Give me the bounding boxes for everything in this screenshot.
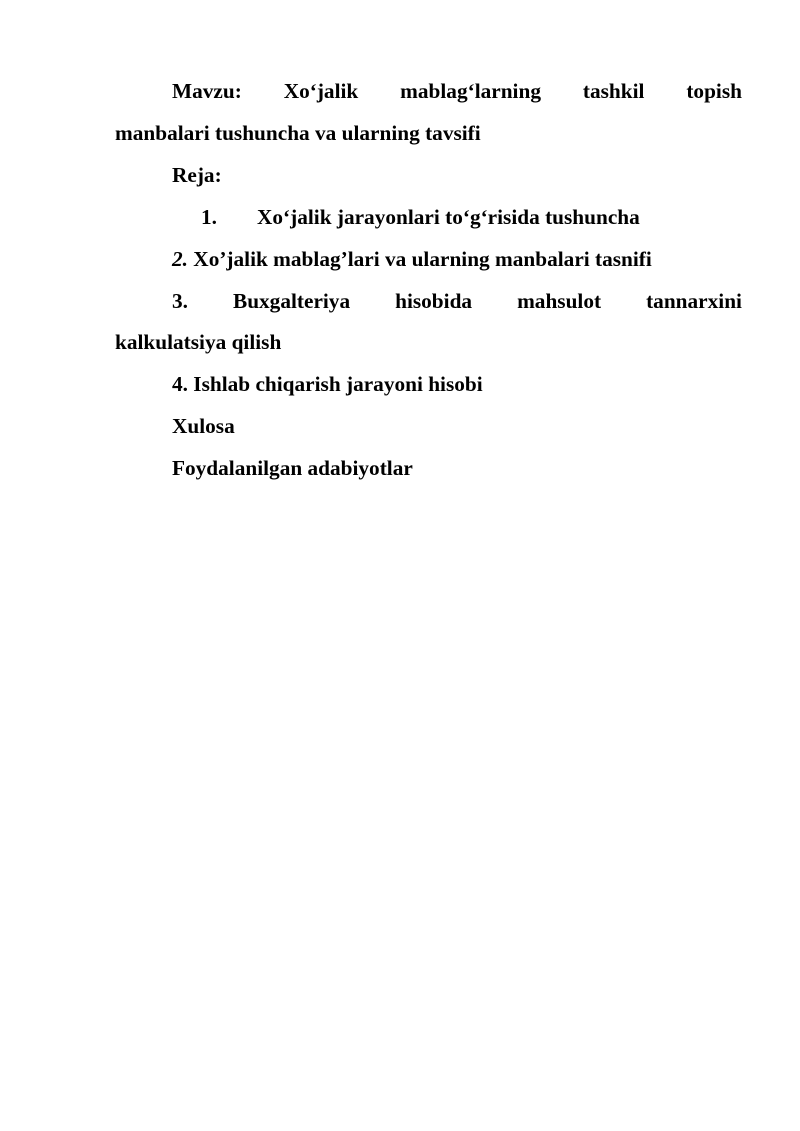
- plan-item-2-number: 2.: [172, 247, 188, 271]
- topic-word: mablag‘larning: [400, 79, 541, 103]
- plan-item-3-word: hisobida: [395, 289, 473, 313]
- topic-word: topish: [686, 79, 742, 103]
- references: Foydalanilgan adabiyotlar: [172, 456, 413, 480]
- topic-line-1: [172, 81, 742, 102]
- plan-item-3-word: tannarxini: [646, 289, 742, 313]
- conclusion: Xulosa: [172, 414, 235, 438]
- plan-item-3-word: mahsulot: [517, 289, 602, 313]
- topic-word: tashkil: [582, 79, 645, 103]
- topic-word: Xo‘jalik: [283, 79, 359, 103]
- plan-item-3-word: 3.: [172, 289, 188, 313]
- plan-item-3-line-2: kalkulatsiya qilish: [115, 330, 282, 354]
- plan-item-1-number: 1.: [201, 205, 217, 229]
- plan-item-3-line-1: [172, 291, 742, 312]
- topic-line-2: manbalari tushuncha va ularning tavsifi: [115, 121, 481, 145]
- plan-item-2: [172, 249, 652, 270]
- plan-item-2-text: Xo’jalik mablag’lari va ularning manbalari tasnifi: [187, 247, 652, 271]
- plan-item-4: 4. Ishlab chiqarish jarayoni hisobi: [172, 372, 483, 396]
- plan-item-3-word: Buxgalteriya: [232, 289, 351, 313]
- plan-heading: Reja:: [172, 163, 222, 187]
- plan-item-1-text: Xo‘jalik jarayonlari to‘g‘risida tushuncha: [257, 205, 640, 229]
- topic-word: Mavzu:: [172, 79, 242, 103]
